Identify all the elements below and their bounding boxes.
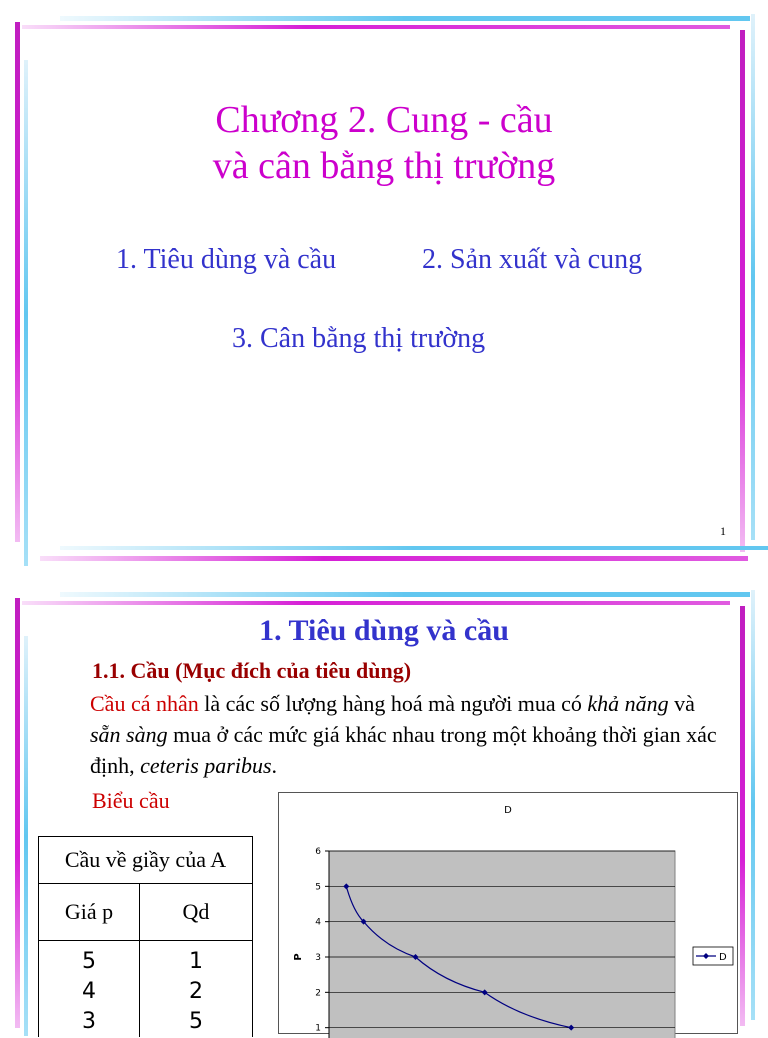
definition-italic-3: ceteris paribus: [140, 753, 272, 778]
table-header-qd: Qd: [140, 884, 253, 941]
table-caption-row: [39, 837, 253, 884]
definition-italic-2: sẵn sàng: [90, 722, 168, 747]
table-row: [39, 977, 253, 1007]
top-cyan-bar: [60, 16, 750, 21]
top-magenta-bar: [22, 601, 730, 605]
right-magenta-bar: [740, 606, 745, 1026]
y-tick-label: 2: [315, 988, 321, 999]
table-row: [39, 1007, 253, 1037]
definition-term: Cầu cá nhân: [90, 691, 199, 716]
y-tick-label: 3: [315, 953, 321, 963]
table-caption: Cầu về giầy của A: [39, 837, 253, 884]
right-cyan-bar: [751, 14, 755, 540]
slide-2-title: 1. Tiêu dùng và cầu: [259, 614, 509, 647]
table-cell-price: 5: [39, 941, 140, 978]
definition-paragraph: [90, 688, 730, 781]
subtitle-number: 1.1. Cầu: [92, 658, 170, 683]
y-tick-label: 4: [315, 917, 321, 928]
topic-3: 3. Cân bằng thị trường: [232, 323, 486, 354]
topic-1: 1. Tiêu dùng và cầu: [116, 244, 337, 275]
definition-italic-1: khả năng: [587, 691, 669, 716]
schedule-label: Biểu cầu: [92, 788, 170, 813]
plot-area: [329, 851, 675, 1038]
y-tick-label: 6: [315, 847, 321, 857]
chart-title: D: [504, 805, 512, 816]
y-tick-label: 5: [315, 882, 321, 893]
right-cyan-bar: [751, 590, 755, 1020]
bottom-magenta-bar: [40, 556, 748, 561]
slide-2: [0, 566, 768, 1034]
table-cell-qd: 1: [140, 941, 253, 978]
definition-text-3: mua ở các mức giá khác nhau trong một khoảng thời gian xác định,: [90, 722, 717, 778]
subtitle: [92, 658, 411, 684]
table-cell-qd: 2: [140, 977, 253, 1007]
subtitle-note: (Mục đích của tiêu dùng): [175, 658, 412, 683]
definition-text-1: là các số lượng hàng hoá mà người mua có: [198, 691, 588, 716]
top-cyan-bar: [60, 592, 750, 597]
y-axis-label: P: [293, 953, 304, 961]
slide-1-title: [0, 97, 768, 189]
demand-table: [38, 836, 253, 1037]
bottom-cyan-bar: [60, 546, 768, 550]
left-magenta-bar: [15, 598, 20, 1028]
table-header-row: [39, 884, 253, 941]
table-cell-price: 4: [39, 977, 140, 1007]
title-line-2: và cân bằng thị trường: [212, 145, 556, 187]
topic-2: 2. Sản xuất và cung: [422, 244, 643, 275]
demand-chart: [278, 792, 738, 1034]
top-magenta-bar: [22, 25, 730, 29]
page-number: 1: [720, 524, 726, 538]
table-cell-price: 3: [39, 1007, 140, 1037]
table-cell-qd: 5: [140, 1007, 253, 1037]
table-row: [39, 941, 253, 978]
demand-chart-svg: [279, 793, 737, 1033]
definition-text-2: và: [668, 691, 695, 716]
left-cyan-bar: [24, 636, 28, 1036]
table-header-price: Giá p: [39, 884, 140, 941]
definition-text-4: .: [271, 753, 278, 778]
title-line-1: Chương 2. Cung - cầu: [215, 99, 553, 141]
legend-label: D: [719, 952, 727, 963]
y-tick-label: 1: [315, 1023, 321, 1034]
